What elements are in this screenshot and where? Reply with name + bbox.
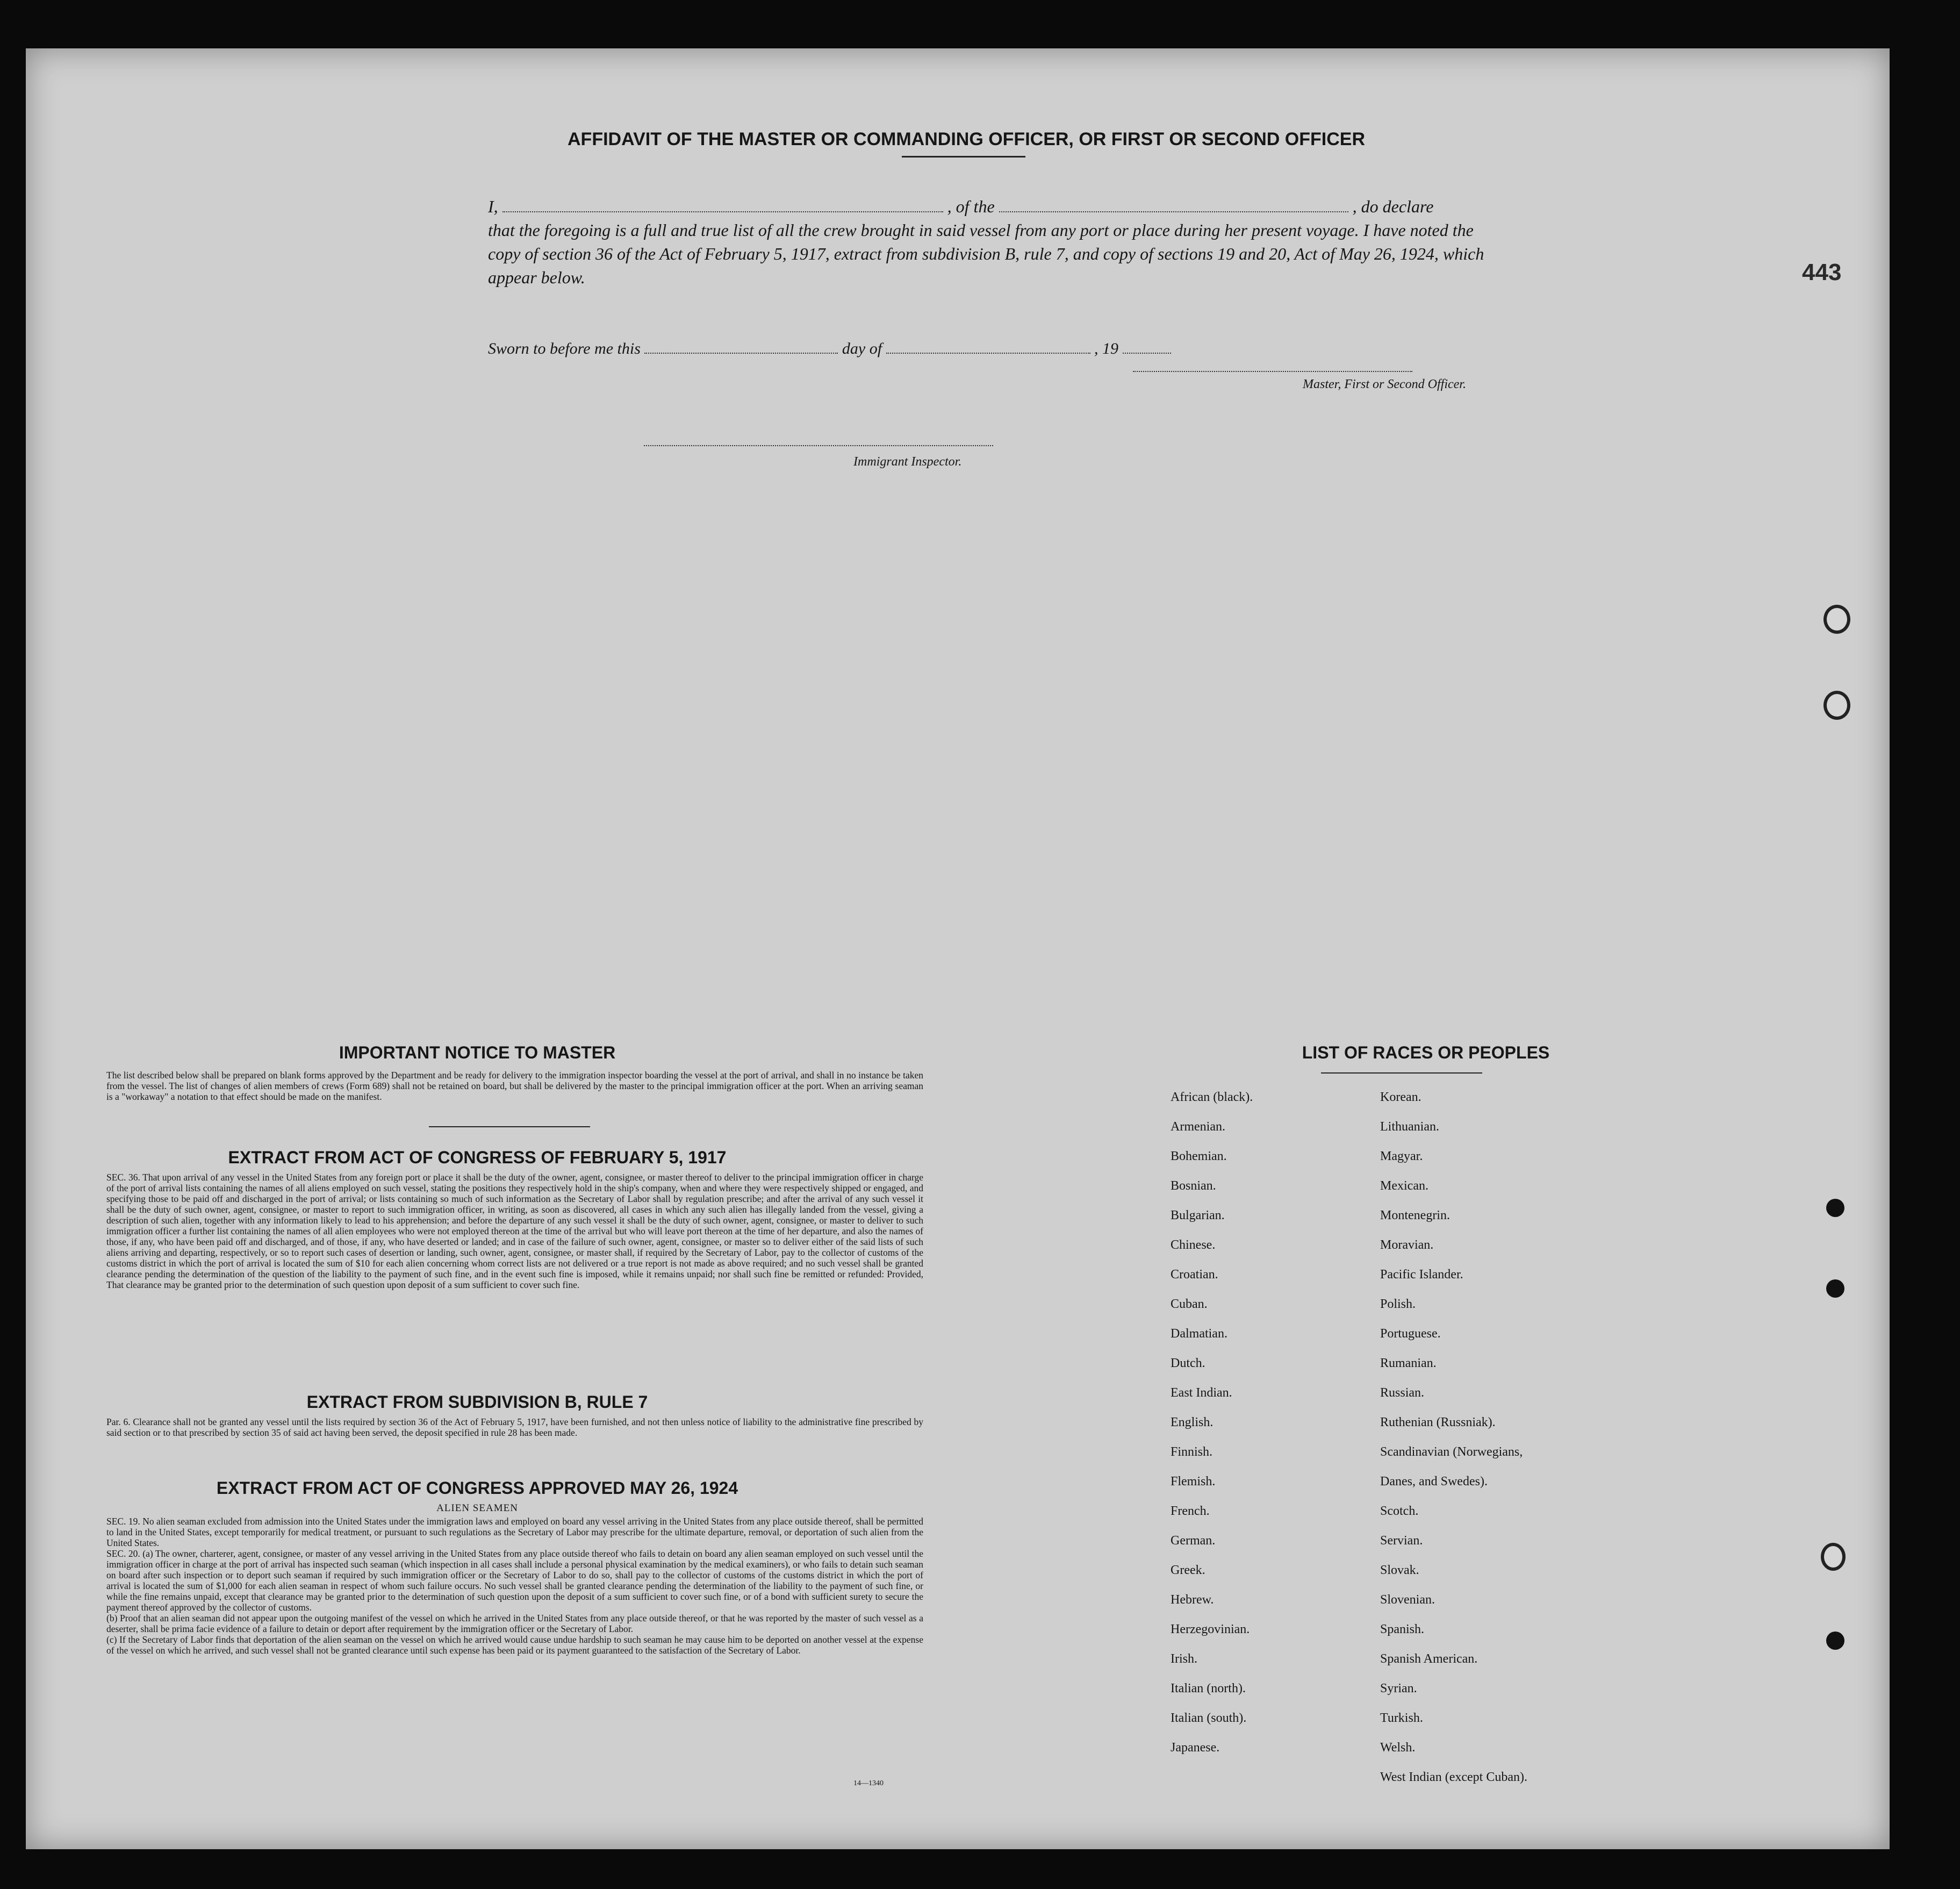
race-item: African (black). — [1171, 1090, 1253, 1104]
extract-rule7-body: Par. 6. Clearance shall not be granted any vessel until the lists required by section 36 of the Act of February 5, 1917, have been furnished, and not then unless notice of liability to the administrative fine prescribed by said section or to that prescribed by section 35 of said act having been served, the deposit specified in rule 28 has been made. — [106, 1416, 923, 1438]
notice-divider — [429, 1126, 590, 1127]
race-item: English. — [1171, 1415, 1214, 1429]
sworn-prefix: Sworn to before me this — [488, 340, 641, 357]
declare-end: , do declare — [1352, 197, 1434, 216]
race-item: West Indian (except Cuban). — [1380, 1770, 1527, 1784]
race-item: Scotch. — [1380, 1504, 1419, 1518]
race-item: Spanish American. — [1380, 1652, 1478, 1666]
race-item: Lithuanian. — [1380, 1120, 1439, 1134]
notice-title: IMPORTANT NOTICE TO MASTER — [339, 1043, 616, 1062]
inspector-signature-line[interactable] — [644, 445, 993, 446]
race-item: Moravian. — [1380, 1238, 1434, 1252]
race-item: Magyar. — [1380, 1149, 1423, 1163]
race-item: Slovenian. — [1380, 1593, 1435, 1607]
race-item: Montenegrin. — [1380, 1208, 1450, 1222]
race-item: Korean. — [1380, 1090, 1421, 1104]
extract-1917-title: EXTRACT FROM ACT OF CONGRESS OF FEBRUARY 5, 1917 — [228, 1148, 727, 1167]
race-item: Scandinavian (Norwegians, — [1380, 1445, 1523, 1459]
page-number: 443 — [1802, 259, 1842, 285]
race-item: Bulgarian. — [1171, 1208, 1225, 1222]
inspector-label: Immigrant Inspector. — [853, 455, 962, 469]
extract-1917-body: SEC. 36. That upon arrival of any vessel in the United States from any foreign port or place it shall be the duty of the owner, agent, consignee, or master thereof to deliver to the principal immigration officer in charge of the port of arrival lists containing the names of all aliens employed on such vessel, stating the positions they respectively hold in the ship's company, when and where they were respectively shipped or engaged, and specifying those to be paid off and discharged in the port of arrival; or lists containing so much of such information as the Secretary of Labor shall by regulation prescribe; and after the arrival of any such vessel it shall be the duty of such owner, agent, consignee, or master to report to such immigration officer, in writing, as soon as discovered, all cases in which any such alien has illegally landed from the vessel, giving a description of such alien, together with any information likely to lead to his apprehension; and before the departure of any such vessel it shall be the duty of such owner, agent, consignee, or master to deliver to such immigration officer a further list containing the names of all alien employees who were not employed thereon at the time of the arrival but who will leave port thereon at the time of her departure, and also the names of those, if any, who have been paid off and discharged, and of those, if any, who have deserted or landed; and in case of the failure of such owner, agent, consignee, or master so to deliver either of the said lists of such aliens arriving and departing, respectively, or so to report such cases of desertion or landing, such owner, agent, consignee, or master shall, if required by the Secretary of Labor, pay to the collector of customs of the customs district in which the port of arrival is located the sum of $10 for each alien concerning whom correct lists are not delivered or a true report is not made as above required; and no such vessel shall be granted clearance pending the determination of the question of the liability to the payment of such fine, and in the event such fine is imposed, while it remains unpaid; nor shall such fine be remitted or refunded: Provided, That clearance may be granted prior to the determination of such question upon deposit of a sum sufficient to cover such fine. — [106, 1172, 923, 1290]
race-item: Dalmatian. — [1171, 1327, 1227, 1341]
punch-hole — [1826, 1279, 1844, 1298]
race-item: Ruthenian (Russniak). — [1380, 1415, 1496, 1429]
signature-label: Master, First or Second Officer. — [1303, 377, 1466, 391]
race-item: Welsh. — [1380, 1741, 1416, 1755]
title-divider — [902, 156, 1025, 158]
race-item: Croatian. — [1171, 1268, 1218, 1282]
notice-body: The list described below shall be prepared on blank forms approved by the Department and be ready for delivery to the immigration inspector boarding the vessel at the port of arrival, and shall in no instance be taken from the vessel. The list of changes of alien members of crews (Form 689) shall not be retained on board, but shall be delivered by the master to the principal immigration officer at the port. When an arriving seaman is a "workaway" a notation to that effect should be made on the manifest. — [106, 1070, 923, 1102]
race-item: Bosnian. — [1171, 1179, 1216, 1193]
race-item: Pacific Islander. — [1380, 1268, 1463, 1282]
race-item: Hebrew. — [1171, 1593, 1214, 1607]
declare-prefix: I, — [488, 197, 498, 216]
race-item: Chinese. — [1171, 1238, 1216, 1252]
signature-line[interactable] — [1133, 371, 1412, 372]
race-item: Mexican. — [1380, 1179, 1428, 1193]
binder-ring — [1821, 1543, 1846, 1571]
race-item: Italian (north). — [1171, 1682, 1246, 1695]
races-right-column — [1380, 1090, 1527, 1800]
race-item: Portuguese. — [1380, 1327, 1441, 1341]
name-field[interactable] — [502, 199, 943, 212]
section-20a: SEC. 20. (a) The owner, charterer, agent, consignee, or master of any vessel arriving in the United States from any place outside thereof who fails to detain on board any alien seaman employed on such vessel until the immigration officer in charge at the port of arrival has inspected such seaman (which inspection in all cases shall include a personal physical examination by the medical examiners), or who fails to detain such seaman on board after such inspection or to deport such seaman if required by such immigration officer or the Secretary of Labor to do so, shall pay to the collector of customs of the customs district in which the port of arrival is located the sum of $1,000 for each alien seaman in respect of whom such failure occurs. No such vessel shall be granted clearance pending the determination of the liability to the payment of such fine, or while the fine remains unpaid, except that clearance may be granted prior to the determination of such question upon the deposit of a sum sufficient to cover such fine, or of a bond with sufficient surety to secure the payment thereof approved by the collector of customs. — [106, 1548, 923, 1613]
race-item: Dutch. — [1171, 1356, 1205, 1370]
binder-ring — [1823, 605, 1850, 634]
race-item: Irish. — [1171, 1652, 1197, 1666]
declare-mid: , of the — [947, 197, 995, 216]
sworn-year: , 19 — [1094, 340, 1119, 357]
races-left-column — [1171, 1090, 1253, 1770]
form-number: 14—1340 — [853, 1779, 884, 1787]
extract-1924-body — [106, 1516, 923, 1656]
race-item: French. — [1171, 1504, 1210, 1518]
extract-rule7-title: EXTRACT FROM SUBDIVISION B, RULE 7 — [306, 1392, 648, 1412]
race-item: Danes, and Swedes). — [1380, 1475, 1488, 1489]
race-item: Spanish. — [1380, 1622, 1425, 1636]
binder-ring — [1823, 691, 1850, 720]
race-item: Turkish. — [1380, 1711, 1423, 1725]
punch-hole — [1826, 1632, 1844, 1650]
race-item: Herzegovinian. — [1171, 1622, 1250, 1636]
race-item: Slovak. — [1380, 1563, 1419, 1577]
affidavit-title: AFFIDAVIT OF THE MASTER OR COMMANDING OFFICER, OR FIRST OR SECOND OFFICER — [568, 129, 1365, 149]
race-item: Cuban. — [1171, 1297, 1208, 1311]
sworn-dayof: day of — [842, 340, 882, 357]
race-item: German. — [1171, 1534, 1216, 1548]
races-title: LIST OF RACES OR PEOPLES — [1302, 1043, 1550, 1062]
race-item: Greek. — [1171, 1563, 1205, 1577]
section-20c: (c) If the Secretary of Labor finds that deportation of the alien seaman on the vessel on which he arrived would cause undue hardship to such seaman he may cause him to be deported on another vessel at the expense of the vessel on which he arrived, and such vessel shall not be granted clearance until such expense has been paid or its payment guaranteed to the satisfaction of the Secretary of Labor. — [106, 1634, 923, 1656]
race-item: Armenian. — [1171, 1120, 1225, 1134]
section-20b: (b) Proof that an alien seaman did not appear upon the outgoing manifest of the vessel on which he arrived in the United States from any place outside thereof, or that he was reported by the master of such vessel as a deserter, shall be prima facie evidence of a failure to detain or deport after requirement by the immigration officer or the Secretary of Labor. — [106, 1613, 923, 1634]
declaration-body: that the foregoing is a full and true list of all the crew brought in said vessel from any port or place during her present voyage. I have noted the copy of section 36 of the Act of February 5, 1917, extract from subdivision B, rule 7, and copy of sections 19 and 20, Act of May 26, 1924, which appear below. — [488, 220, 1484, 287]
sworn-line — [488, 340, 1171, 358]
race-item: Syrian. — [1380, 1682, 1417, 1695]
race-item: East Indian. — [1171, 1386, 1232, 1400]
race-item: Japanese. — [1171, 1741, 1220, 1755]
position-field[interactable] — [999, 199, 1348, 212]
race-item: Rumanian. — [1380, 1356, 1437, 1370]
punch-hole — [1826, 1199, 1844, 1217]
sworn-month-field[interactable] — [886, 341, 1090, 354]
race-item: Flemish. — [1171, 1475, 1216, 1489]
race-item: Finnish. — [1171, 1445, 1213, 1459]
affidavit-declaration — [488, 195, 1498, 289]
race-item: Russian. — [1380, 1386, 1425, 1400]
extract-1924-subtitle: ALIEN SEAMEN — [436, 1502, 518, 1514]
section-19: SEC. 19. No alien seaman excluded from admission into the United States under the immigration laws and employed on board any vessel arriving in the United States from any place outside thereof, shall be permitted to land in the United States, except temporarily for medical treatment, or pursuant to such regulations as the Secretary of Labor may prescribe for the ultimate departure, removal, or deportation of such alien from the United States. — [106, 1516, 923, 1548]
document-page — [26, 48, 1890, 1849]
race-item: Italian (south). — [1171, 1711, 1247, 1725]
sworn-day-field[interactable] — [644, 341, 838, 354]
races-divider — [1321, 1072, 1482, 1074]
sworn-year-field[interactable] — [1123, 341, 1171, 354]
race-item: Polish. — [1380, 1297, 1416, 1311]
race-item: Bohemian. — [1171, 1149, 1227, 1163]
race-item: Servian. — [1380, 1534, 1423, 1548]
extract-1924-title: EXTRACT FROM ACT OF CONGRESS APPROVED MAY 26, 1924 — [216, 1478, 738, 1498]
